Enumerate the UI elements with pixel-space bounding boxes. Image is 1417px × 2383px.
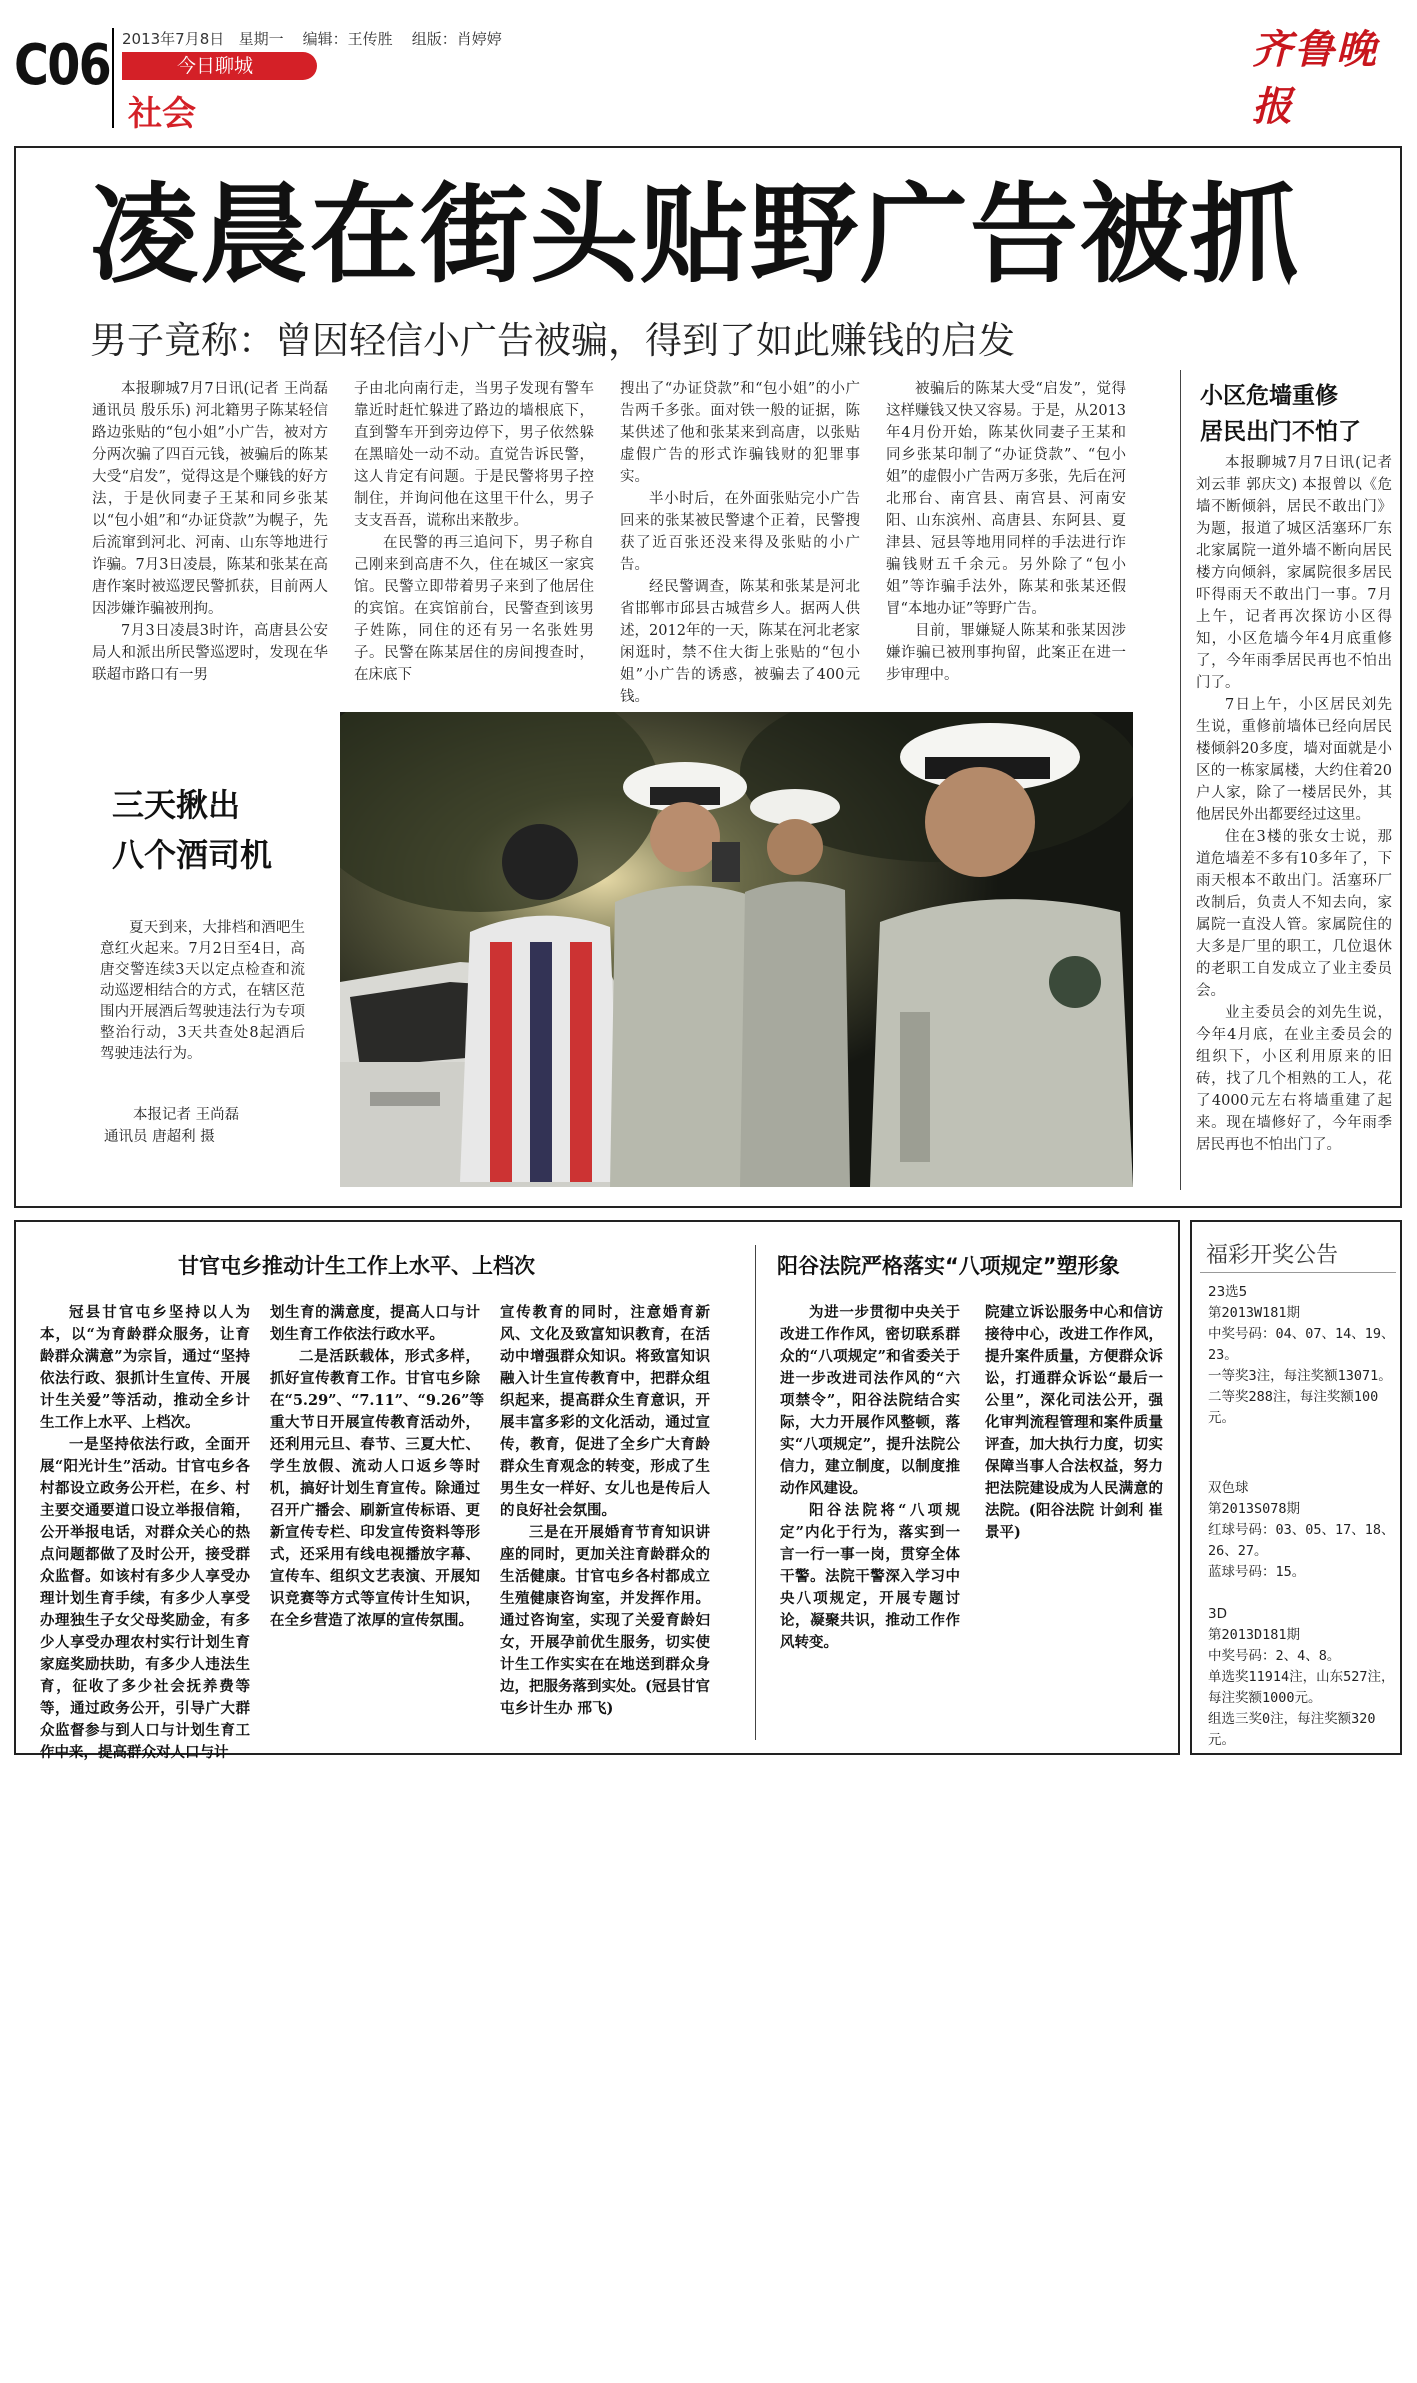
paragraph: 一是坚持依法行政，全面开展“阳光计生”活动。甘官屯乡各村都设立政务公开栏，在乡、村主要交通要道口设立举报信箱，公开举报电话，对群众关心的热点问题都做了及时公开，接受群众监督。如该村有多少人享受办理计划生育手续，有多少人享受办理独生子女父母奖励金，有多少人享受办理农村实行计划生育家庭奖励扶助，有多少人违法生育，征收了多少社会抚养费等等，通过政务公开，引导广大群众监督参与到人口与计划生育工作中来，提高群众对人口与计	[40, 1436, 250, 1761]
lottery-line: 蓝球号码：15。	[1208, 1564, 1306, 1580]
story3-column-1	[780, 1302, 960, 1654]
side-story-title	[1200, 378, 1361, 450]
lottery-line: 第2013W181期	[1208, 1305, 1301, 1321]
lottery-3d	[1208, 1604, 1396, 1751]
story2-column-1	[40, 1302, 250, 1764]
story2-column-2	[270, 1302, 484, 1632]
lottery-line: 红球号码：03、05、17、18、26、27。	[1208, 1522, 1395, 1559]
article-column-4	[886, 378, 1126, 686]
headline: 凌晨在街头贴野广告被抓	[90, 173, 1301, 298]
paragraph: 7日上午，小区居民刘先生说，重修前墙体已经向居民楼倾斜20多度，墙对面就是小区的一栋家属楼，大约住着20户人家，除了一楼居民外，其他居民外出都要经过这里。	[1196, 697, 1392, 823]
story3-column-2	[985, 1302, 1163, 1544]
paragraph: 宣传教育的同时，注意婚育新风、文化及致富知识教育，在活动中增强群众知识。将致富知识融入计生宣传教育中，把群众组织起来，提高群众生育意识，开展丰富多彩的文化活动，通过宣传，教育，促进了全乡广大育龄群众生育观念的转变，形成了生男生女一样好、女儿也是传后人的良好社会氛围。	[500, 1304, 710, 1519]
lottery-line: 中奖号码：2、4、8。	[1208, 1648, 1341, 1664]
paragraph: 本报聊城7月7日讯(记者 王尚磊 通讯员 殷乐乐) 河北籍男子陈某轻信路边张贴的“包小姐”小广告，被对方分两次骗了四百元钱，被骗后的陈某大受“启发”，觉得这是个赚钱的好方法，于是伙同妻子王某和同乡张某以“包小姐”和“办证贷款”为幌子，先后流窜到河北、河南、山东等地进行诈骗。7月3日凌晨，陈某和张某在高唐作案时被巡逻民警抓获，目前两人因涉嫌诈骗被刑拘。	[92, 381, 328, 617]
lottery-line: 组选三奖0注，每注奖额320元。	[1208, 1711, 1376, 1748]
paragraph: 目前，罪嫌疑人陈某和张某因涉嫌诈骗已被刑事拘留，此案正在进一步审理中。	[886, 623, 1126, 683]
story3-headline: 阳谷法院严格落实“八项规定”塑形象	[777, 1254, 1120, 1278]
paragraph: 划生育的满意度，提高人口与计划生育工作依法行政水平。	[270, 1304, 480, 1343]
weekday: 星期一	[238, 30, 284, 48]
editor: 编辑：王传胜	[302, 30, 393, 48]
credit-line: 本报记者 王尚磊	[133, 1107, 240, 1123]
side-story-body	[1196, 452, 1392, 1156]
section-title: 社会	[128, 94, 196, 134]
lottery-ssq	[1208, 1478, 1396, 1583]
paragraph: 二是活跃载体，形式多样，抓好宣传教育工作。甘官屯乡除在“5.29”、“7.11”、“9.26”等重大节日开展宣传教育活动外，还利用元旦、春节、三夏大忙、学生放假、流动人口返乡等时机，搞好计划生育宣传。除通过召开广播会、刷新宣传标语、更新宣传专栏、印发宣传资料等形式，还采用有线电视播放字幕、宣传车、组织文艺表演、开展知识竞赛等方式等宣传计生知识，在全乡营造了浓厚的宣传氛围。	[270, 1348, 484, 1629]
dateline	[122, 28, 502, 49]
header-divider	[112, 28, 114, 128]
paragraph: 子由北向南行走，当男子发现有警车靠近时赶忙躲进了路边的墙根底下，直到警车开到旁边停下，男子依然躲在黑暗处一动不动。直觉告诉民警，这人肯定有问题。于是民警将男子控制住，并询问他在这里干什么，男子支支吾吾，谎称出来散步。	[354, 381, 594, 529]
lottery-line: 第2013S078期	[1208, 1501, 1301, 1517]
lottery-game-name: 3D	[1208, 1606, 1227, 1622]
lottery-rule	[1200, 1272, 1396, 1273]
paragraph: 业主委员会的刘先生说，今年4月底，在业主委员会的组织下，小区利用原来的旧砖，找了几个相熟的工人，花了4000元左右将墙重建了起来。现在墙修好了，今年雨季居民再也不怕出门了。	[1196, 1005, 1392, 1153]
column-divider	[1180, 370, 1181, 1190]
column-tag: 今日聊城	[122, 52, 317, 80]
lottery-line: 第2013D181期	[1208, 1627, 1301, 1643]
inset-body	[100, 918, 305, 1065]
inset-title-line: 三天揪出	[112, 786, 241, 824]
lottery-title: 福彩开奖公告	[1206, 1243, 1339, 1268]
paragraph: 在民警的再三追问下，男子称自己刚来到高唐不久，住在城区一家宾馆。民警立即带着男子来到了他居住的宾馆。在宾馆前台，民警查到该男子姓陈，同住的还有另一名张姓男子。民警在陈某居住的房间搜查时，在床底下	[354, 535, 594, 683]
paragraph: 本报聊城7月7日讯(记者 刘云菲 郭庆文) 本报曾以《危墙不断倾斜，居民不敢出门》为题，报道了城区活塞环厂东北家属院一道外墙不断向居民楼方向倾斜，家属院很多居民吓得雨天不敢出门一事。7月上午，记者再次探访小区得知，小区危墙今年4月底重修了，今年雨季居民再也不怕出门了。	[1196, 455, 1392, 691]
story2-column-3	[500, 1302, 710, 1720]
photo-illustration	[340, 712, 1133, 1187]
story2-headline: 甘官屯乡推动计生工作上水平、上档次	[178, 1254, 535, 1278]
page-number: C06	[14, 33, 111, 98]
column-divider	[755, 1245, 756, 1740]
lottery-line: 中奖号码：04、07、14、19、23。	[1208, 1326, 1395, 1363]
lottery-game-name: 23选5	[1208, 1284, 1248, 1300]
lottery-23x5	[1208, 1282, 1396, 1429]
article-column-2	[354, 378, 594, 686]
side-title-line: 居民出门不怕了	[1200, 419, 1361, 445]
news-photo	[340, 712, 1133, 1187]
inset-title	[112, 780, 272, 880]
paragraph: 冠县甘官屯乡坚持以人为本，以“为育龄群众服务，让育龄群众满意”为宗旨，通过“坚持依法行政、狠抓计生宣传、开展计生关爱”等活动，推动全乡计生工作上水平、上档次。	[40, 1304, 250, 1431]
credit-line: 通讯员 唐超利 摄	[104, 1129, 215, 1145]
lottery-line: 单选奖11914注，山东527注，每注奖额1000元。	[1208, 1669, 1395, 1706]
paragraph: 经民警调查，陈某和张某是河北省邯郸市邱县古城营乡人。据两人供述，2012年的一天，陈某在河北老家闲逛时，禁不住大街上张贴的“包小姐”小广告的诱惑，被骗去了400元钱。	[620, 579, 860, 705]
side-title-line: 小区危墙重修	[1200, 383, 1338, 409]
paragraph: 搜出了“办证贷款”和“包小姐”的小广告两千多张。面对铁一般的证据，陈某供述了他和张某来到高唐，以张贴虚假广告的形式诈骗钱财的犯罪事实。	[620, 381, 860, 485]
masthead-logo: 齐鲁晚报	[1252, 26, 1378, 130]
layout-credit: 组版：肖婷婷	[411, 30, 502, 48]
paragraph: 三是在开展婚育节育知识讲座的同时，更加关注育龄群众的生活健康。甘官屯乡各村都成立生殖健康咨询室，并发挥作用。通过咨询室，实现了关爱育龄妇女，开展孕前优生服务，切实使计生工作实实在在地送到群众身边，把服务落到实处。(冠县甘官屯乡计生办 邢飞)	[500, 1524, 710, 1717]
paragraph: 半小时后，在外面张贴完小广告回来的张某被民警逮个正着，民警搜获了近百张还没来得及张贴的小广告。	[620, 491, 860, 573]
lottery-line: 一等奖3注，每注奖额13071。	[1208, 1368, 1392, 1384]
article-column-1	[92, 378, 328, 686]
lottery-line: 二等奖288注，每注奖额100元。	[1208, 1389, 1379, 1426]
inset-title-line: 八个酒司机	[112, 836, 273, 874]
article-column-3	[620, 378, 860, 708]
paragraph: 阳谷法院将“八项规定”内化于行为，落实到一言一行一事一岗，贯穿全体干警。法院干警深入学习中央八项规定，开展专题讨论，凝聚共识，推动工作作风转变。	[780, 1502, 960, 1651]
date: 2013年7月8日	[122, 30, 225, 48]
paragraph: 7月3日凌晨3时许，高唐县公安局人和派出所民警巡逻时，发现在华联超市路口有一男	[92, 623, 328, 683]
paragraph: 被骗后的陈某大受“启发”，觉得这样赚钱又快又容易。于是，从2013年4月份开始，陈某伙同妻子王某和同乡张某印制了“办证贷款”、“包小姐”的虚假小广告两万多张，先后在河北邢台、南宫县、南宫县、河南安阳、山东滨州、高唐县、东阿县、夏津县、冠县等地用同样的手法进行诈骗钱财五千余元。另外除了“包小姐”等诈骗手法外，陈某和张某还假冒“本地办证”等野广告。	[886, 381, 1126, 617]
paragraph: 夏天到来，大排档和酒吧生意红火起来。7月2日至4日，高唐交警连续3天以定点检查和流动巡逻相结合的方式，在辖区范围内开展酒后驾驶违法行为专项整治行动，3天共查处8起酒后驾驶违法行为。	[100, 920, 305, 1062]
paragraph: 为进一步贯彻中央关于改进工作作风，密切联系群众的“八项规定”和省委关于进一步改进司法作风的“六项禁令”，阳谷法院结合实际，大力开展作风整顿，落实“八项规定”，提升法院公信力，建立制度，以制度推动作风建设。	[780, 1304, 960, 1497]
photo-credit	[104, 1104, 314, 1148]
paragraph: 院建立诉讼服务中心和信访接待中心，改进工作作风，提升案件质量，方便群众诉讼，打通群众诉讼“最后一公里”，深化司法公开，强化审判流程管理和案件质量评查，加大执行力度，切实保障当事人合法权益，努力把法院建设成为人民满意的法院。(阳谷法院 计剑利 崔景平)	[985, 1304, 1163, 1541]
subheadline: 男子竟称：曾因轻信小广告被骗，得到了如此赚钱的启发	[90, 319, 1015, 362]
lottery-game-name: 双色球	[1208, 1480, 1249, 1496]
paragraph: 住在3楼的张女士说，那道危墙差不多有10多年了，下雨天根本不敢出门。活塞环厂改制后，负责人不知去向，家属院一直没人管。家属院住的大多是厂里的职工，几位退休的老职工自发成立了业主委员会。	[1196, 829, 1392, 999]
